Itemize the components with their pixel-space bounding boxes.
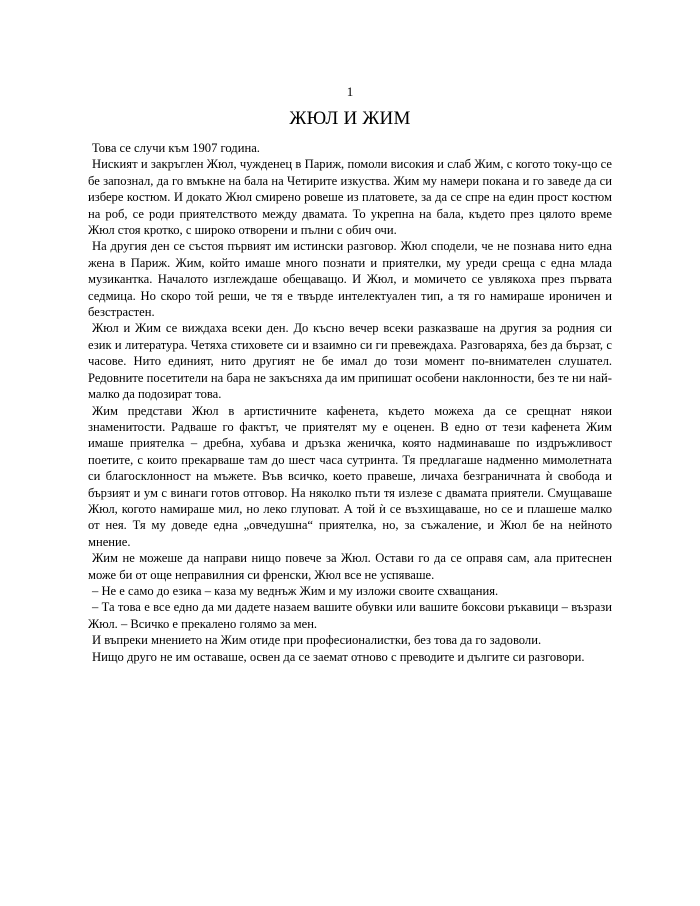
page-number: 1: [346, 84, 354, 99]
paragraph: Ниският и закръглен Жюл, чужденец в Париж, помоли високия и слаб Жим, с когото току-що се бе запознал, да го вмъкне на бала на Четирите изкуства. Жим му намери покана и го заведе да си избере костюм. И докато Жюл смирено ровеше из платовете, за да се спре на един прост костюм на роб, се роди приятелството между двамата. То укрепна на бала, където през цялото време Жюл стоя кротко, с широко отворени и пълни с обич очи.: [88, 157, 612, 238]
paragraph: – Та това е все едно да ми дадете назаем вашите обувки или вашите боксови ръкавици – възрази Жюл. – Всичко е прекалено голямо за мен.: [88, 600, 612, 631]
paragraph: – Не е само до езика – каза му веднъж Жим и му изложи своите схващания.: [92, 583, 499, 598]
paragraph: Жюл и Жим се виждаха всеки ден. До късно вечер всеки разказваше на другия за родния си език и литература. Четяха стиховете си и взаимно си ги превеждаха. Разговаряха, без да бързат, с часове. Нито единият, нито другият не бе имал до този момент по-внимателен слушател. Редовните посетители на бара не закъсняха да им припишат особени наклонности, без те ни най-малко да подозират това.: [88, 321, 612, 402]
paragraph: Жим представи Жюл в артистичните кафенета, където можеха да се срещнат някои знаменитости. Радваше го фактът, че приятелят му е оценен. В едно от тези кафенета Жим имаше приятелка – дребна, хубава и дръзка женичка, която надминаваше по издръжливост поетите, с които прекарваше там до шест часа сутринта. Тя предлагаше надменно мимолетната си благосклонност на мъжете. Във всичко, което правеше, личаха безграничната ѝ свобода и бързият и ум с винаги готов отговор. На няколко пъти тя излезе с двамата приятели. Смущаваше Жюл, когото намираше мил, но леко глуповат. А той ѝ се възхищаваше, но се и плашеше малко от нея. Тя му доведе една „овчедушна“ приятелка, но, за съжаление, и Жюл бе на нейното мнение.: [88, 403, 612, 549]
paragraph: Това се случи към 1907 година.: [92, 141, 260, 155]
paragraph: На другия ден се състоя първият им истински разговор. Жюл сподели, че не познава нито една жена в Париж. Жим, който имаше много познати и приятелки, му уреди среща с една млада музикантка. Началото изглеждаше обещаващо. И Жюл, и момичето се увлякоха през първата седмица. Но скоро той реши, че тя е твърде интелектуален тип, а тя го намираше ироничен и безстрастен.: [88, 239, 612, 320]
chapter-title: ЖЮЛ И ЖИМ: [289, 108, 411, 129]
document-page: [88, 84, 612, 665]
paragraph: И въпреки мнението на Жим отиде при професионалистки, без това да го задоволи.: [92, 633, 542, 648]
paragraph: Нищо друго не им оставаше, освен да се заемат отново с преводите и дългите си разговори.: [92, 649, 585, 664]
body-text: [88, 140, 612, 665]
paragraph: Жим не можеше да направи нищо повече за Жюл. Остави го да се оправя сам, ала притеснен може би от още неправилния си френски, Жюл все не успяваше.: [88, 551, 612, 582]
